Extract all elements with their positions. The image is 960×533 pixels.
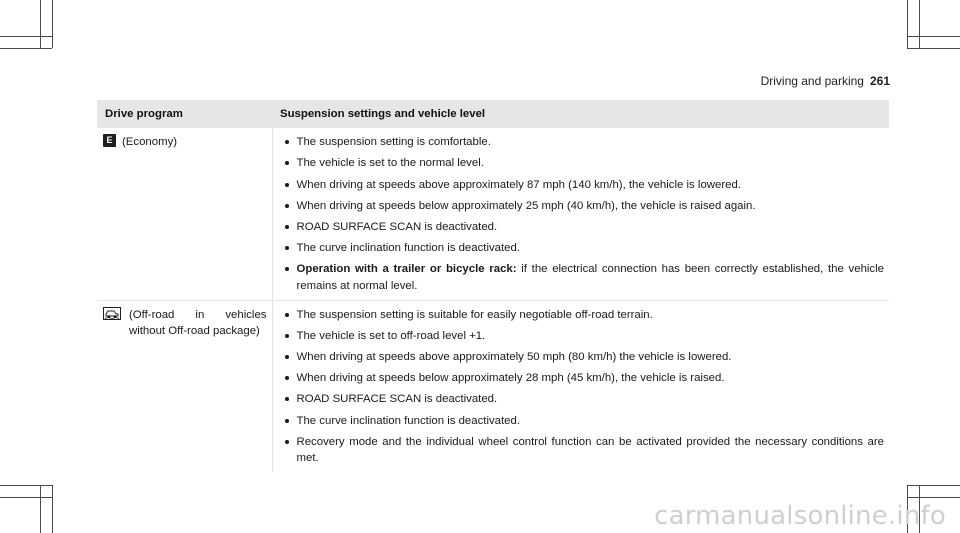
drive-program-table xyxy=(97,100,889,472)
list-item: When driving at speeds above approximately 50 mph (80 km/h) the vehicle is lowered. xyxy=(283,349,885,365)
table-row xyxy=(97,128,889,300)
crop-mark xyxy=(907,0,908,48)
crop-mark xyxy=(0,497,52,498)
drive-program-label: (Economy) xyxy=(122,136,178,149)
economy-program-icon: E xyxy=(103,134,116,147)
crop-mark xyxy=(907,497,960,498)
list-item: The curve inclination function is deactivated. xyxy=(283,413,885,429)
list-item: The suspension setting is comfortable. xyxy=(283,134,885,150)
crop-mark xyxy=(0,36,52,37)
list-item: When driving at speeds above approximately 87 mph (140 km/h), the vehicle is lowered. xyxy=(283,177,885,193)
running-header xyxy=(761,74,890,88)
drive-program-cell xyxy=(97,300,272,472)
column-header-drive-program: Drive program xyxy=(97,100,272,128)
watermark: carmanualsonline.info xyxy=(654,501,946,531)
list-item: The suspension setting is suitable for easily negotiable off-road terrain. xyxy=(283,307,885,323)
offroad-vehicle-icon xyxy=(103,307,121,320)
crop-mark xyxy=(0,48,52,49)
crop-mark xyxy=(919,0,920,48)
crop-mark xyxy=(52,0,53,48)
page-number: 261 xyxy=(869,74,890,88)
list-item: The vehicle is set to the normal level. xyxy=(283,155,885,171)
settings-list xyxy=(283,307,885,467)
drive-program-cell xyxy=(97,128,272,300)
trailer-note-text: if the electrical connection has been correctly established, the vehicle remains at normal level. xyxy=(296,263,884,292)
list-item: When driving at speeds below approximately 25 mph (40 km/h), the vehicle is raised again. xyxy=(283,198,885,214)
list-item: The curve inclination function is deactivated. xyxy=(283,240,885,256)
crop-mark xyxy=(40,0,41,48)
crop-mark xyxy=(907,48,960,49)
table-row xyxy=(97,300,889,472)
list-item: The vehicle is set to off-road level +1. xyxy=(283,328,885,344)
drive-program-label: (Off-road in vehicles without Off-road package) xyxy=(129,308,267,337)
settings-list xyxy=(283,134,885,294)
list-item: ROAD SURFACE SCAN is deactivated. xyxy=(283,391,885,407)
crop-mark xyxy=(0,485,52,486)
list-item: When driving at speeds below approximately 28 mph (45 km/h), the vehicle is raised. xyxy=(283,370,885,386)
list-item xyxy=(283,261,885,293)
table-header-row xyxy=(97,100,889,128)
crop-mark xyxy=(907,36,960,37)
crop-mark xyxy=(40,485,41,533)
crop-mark xyxy=(907,485,960,486)
crop-mark xyxy=(52,485,53,533)
list-item: ROAD SURFACE SCAN is deactivated. xyxy=(283,219,885,235)
suspension-settings-cell xyxy=(272,128,889,300)
suspension-settings-cell xyxy=(272,300,889,472)
section-title: Driving and parking xyxy=(760,74,864,88)
column-header-suspension: Suspension settings and vehicle level xyxy=(272,100,889,128)
list-item: Recovery mode and the individual wheel control function can be activated provided the necessary conditions are met. xyxy=(283,434,885,466)
trailer-note-lead: Operation with a trailer or bicycle rack: xyxy=(296,263,517,276)
